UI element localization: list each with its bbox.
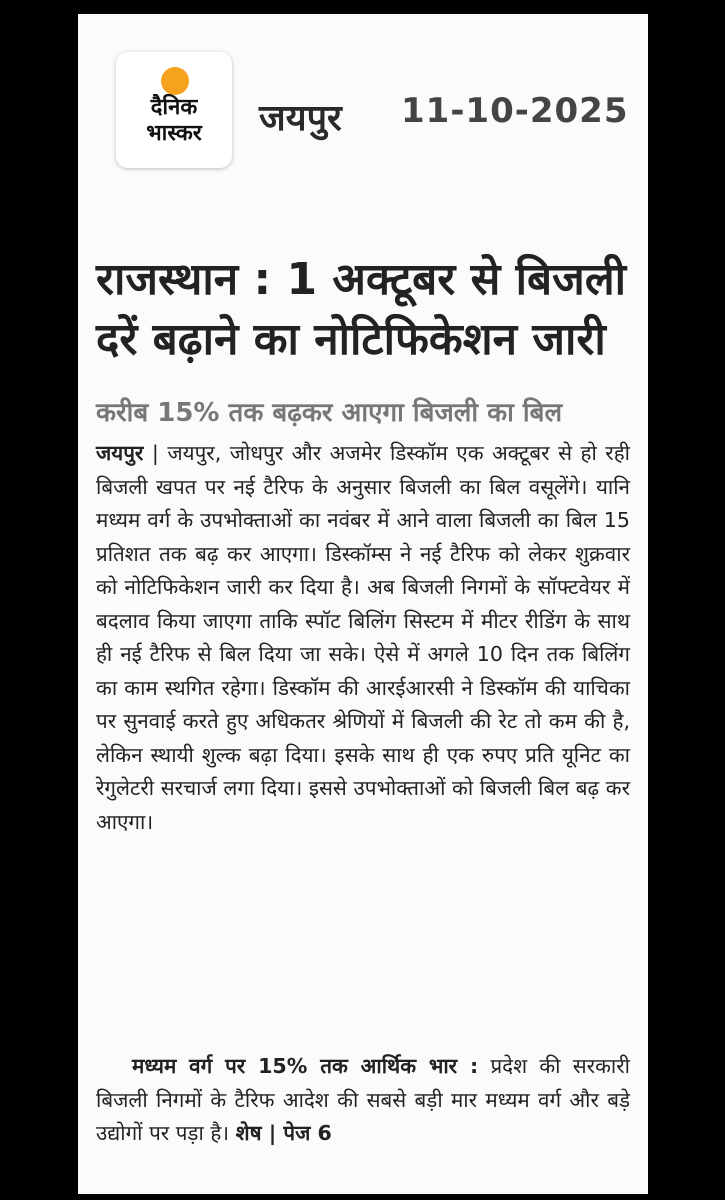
edition-city: जयपुर: [259, 98, 342, 139]
sun-icon: [161, 67, 189, 95]
headline-line-2: दरें बढ़ाने का नोटिफिकेशन जारी: [96, 314, 606, 365]
dateline-separator: |: [143, 441, 168, 465]
headline-line-1: राजस्थान : 1 अक्टूबर से बिजली: [96, 254, 627, 305]
article-paragraph-2: [96, 1050, 630, 1151]
body-text-1: जयपुर, जोधपुर और अजमेर डिस्कॉम एक अक्टूबर से हो रही बिजली खपत पर नई टैरिफ के अनुसार बिजली का बिल वसूलेंगे। यानि मध्यम वर्ग के उपभोक्ताओं का नवंबर में आने वाला बिजली का बिल 15 प्रतिशत तक बढ़ कर आएगा। डिस्कॉम्स ने नई टैरिफ को लेकर शुक्रवार को नोटिफिकेशन जारी कर दिया है। अब बिजली निगमों के सॉफ्टवेयर में बदलाव किया जाएगा ताकि स्पॉट बिलिंग सिस्टम में मीटर रीडिंग के साथ ही नई टैरिफ से बिल दिया जा सके। ऐसे में अगले 10 दिन तक बिलिंग का काम स्थगित रहेगा। डिस्कॉम की आरईआरसी ने डिस्कॉम की याचिका पर सुनवाई करते हुए अधिकतर श्रेणियों में बिजली की रेट तो कम की है, लेकिन स्थायी शुल्क बढ़ा दिया। इसके साथ ही एक रुपए प्रति यूनिट का रेगुलेटरी सरचार्ज लगा दिया। इससे उपभोक्ताओं को बिजली बिल बढ़ कर आएगा।: [96, 441, 630, 834]
headline: [96, 250, 636, 370]
logo-text-line1: दैनिक: [150, 95, 198, 120]
dateline: जयपुर: [96, 441, 144, 465]
newspaper-clipping: [78, 14, 648, 1194]
article-paragraph-1: [96, 437, 630, 839]
dainik-bhaskar-logo: [116, 52, 232, 168]
subheadline: करीब 15% तक बढ़कर आएगा बिजली का बिल: [96, 398, 563, 428]
edition-date: 11-10-2025: [401, 91, 629, 131]
logo-text-line2: भास्कर: [146, 121, 202, 146]
continued-on-page: शेष | पेज 6: [235, 1121, 332, 1145]
paragraph-lead: मध्यम वर्ग पर 15% तक आर्थिक भार :: [132, 1054, 479, 1078]
body-text-2: प्रदेश की सरकारी बिजली निगमों के टैरिफ आदेश की सबसे बड़ी मार मध्यम वर्ग और बड़े उद्योगों पर पड़ा है।: [96, 1054, 630, 1145]
